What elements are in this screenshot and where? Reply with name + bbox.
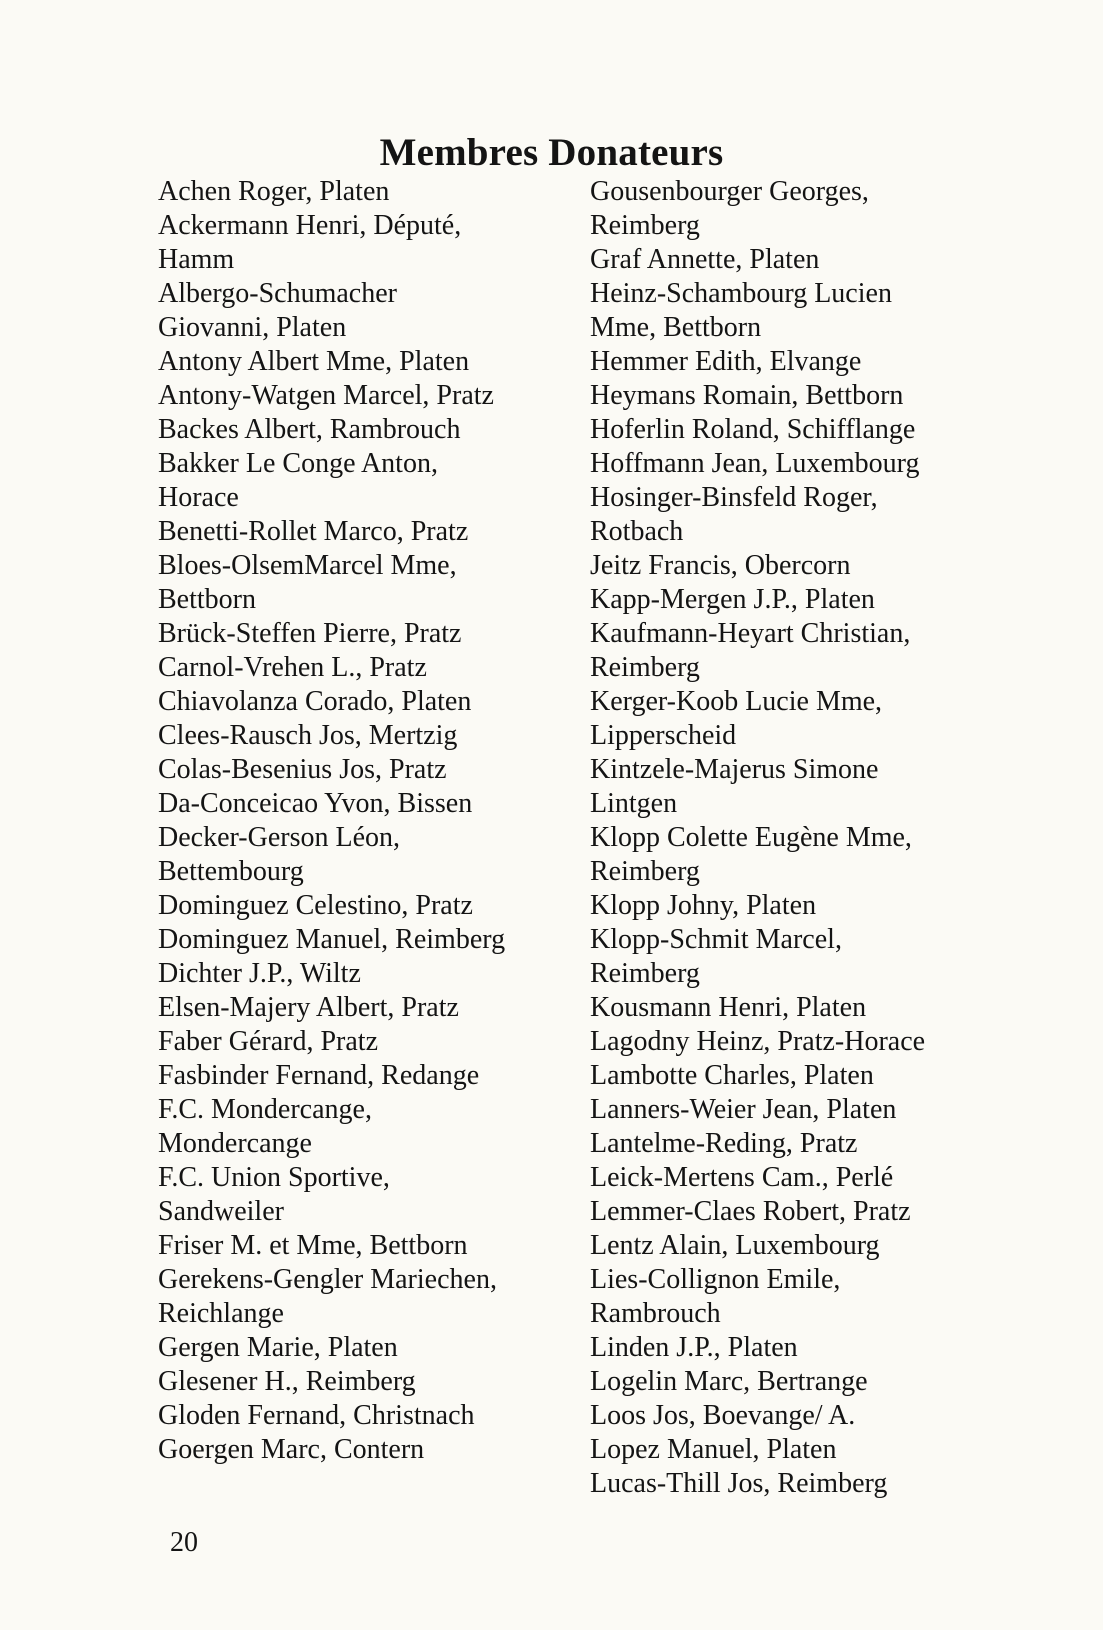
donor-line: Jeitz Francis, Obercorn — [590, 550, 851, 581]
page-number: 20 — [170, 1527, 198, 1558]
donor-line: Backes Albert, Rambrouch — [158, 414, 461, 445]
donor-line: Fasbinder Fernand, Redange — [158, 1060, 480, 1091]
donor-line: Hoffmann Jean, Luxembourg — [590, 448, 920, 479]
donor-line: Dominguez Manuel, Reimberg — [158, 924, 506, 955]
donor-line: Carnol-Vrehen L., Pratz — [158, 652, 427, 683]
donor-line: Chiavolanza Corado, Platen — [158, 686, 472, 717]
donor-line: Horace — [158, 482, 239, 513]
donor-line: Linden J.P., Platen — [590, 1332, 798, 1363]
donor-line: Reimberg — [590, 958, 700, 989]
donor-line: Da-Conceicao Yvon, Bissen — [158, 788, 473, 819]
donor-line: Brück-Steffen Pierre, Pratz — [158, 618, 462, 649]
donor-line: Hoferlin Roland, Schifflange — [590, 414, 916, 445]
donor-line: Lentz Alain, Luxembourg — [590, 1230, 880, 1261]
donor-line: Lopez Manuel, Platen — [590, 1434, 837, 1465]
donor-line: Lintgen — [590, 788, 678, 819]
donor-line: Lemmer-Claes Robert, Pratz — [590, 1196, 911, 1227]
donor-line: Benetti-Rollet Marco, Pratz — [158, 516, 469, 547]
donor-line: Sandweiler — [158, 1196, 284, 1227]
donor-line: Elsen-Majery Albert, Pratz — [158, 992, 459, 1023]
donor-line: Rotbach — [590, 516, 684, 547]
donor-line: Klopp-Schmit Marcel, — [590, 924, 842, 955]
donor-line: Mme, Bettborn — [590, 312, 762, 343]
donor-line: Antony Albert Mme, Platen — [158, 346, 470, 377]
donor-line: Clees-Rausch Jos, Mertzig — [158, 720, 458, 751]
donor-line: Giovanni, Platen — [158, 312, 347, 343]
donor-line: Bakker Le Conge Anton, — [158, 448, 438, 479]
donor-line: Antony-Watgen Marcel, Pratz — [158, 380, 494, 411]
donor-line: Glesener H., Reimberg — [158, 1366, 416, 1397]
donor-line: Lipperscheid — [590, 720, 737, 751]
donor-line: Reichlange — [158, 1298, 284, 1329]
donor-line: Reimberg — [590, 856, 700, 887]
donor-line: Lambotte Charles, Platen — [590, 1060, 874, 1091]
donor-line: Lantelme-Reding, Pratz — [590, 1128, 858, 1159]
donor-line: Goergen Marc, Contern — [158, 1434, 425, 1465]
donor-line: Graf Annette, Platen — [590, 244, 820, 275]
donor-line: Heymans Romain, Bettborn — [590, 380, 904, 411]
donor-line: Klopp Colette Eugène Mme, — [590, 822, 912, 853]
donor-line: Kintzele-Majerus Simone — [590, 754, 879, 785]
donor-line: Lucas-Thill Jos, Reimberg — [590, 1468, 888, 1499]
donor-line: Lagodny Heinz, Pratz-Horace — [590, 1026, 926, 1057]
donor-line: Kousmann Henri, Platen — [590, 992, 867, 1023]
donor-list-left — [158, 175, 558, 1467]
donor-line: Reimberg — [590, 210, 700, 241]
donor-line: Achen Roger, Platen — [158, 176, 390, 207]
donor-line: Logelin Marc, Bertrange — [590, 1366, 868, 1397]
donor-line: Leick-Mertens Cam., Perlé — [590, 1162, 894, 1193]
donor-line: Loos Jos, Boevange/ A. — [590, 1400, 856, 1431]
donor-line: Faber Gérard, Pratz — [158, 1026, 379, 1057]
donor-line: Colas-Besenius Jos, Pratz — [158, 754, 447, 785]
donor-line: Albergo-Schumacher — [158, 278, 397, 309]
donor-line: Heinz-Schambourg Lucien — [590, 278, 892, 309]
donor-line: Gousenbourger Georges, — [590, 176, 869, 207]
page-title: Membres Donateurs — [379, 131, 724, 175]
donor-line: Rambrouch — [590, 1298, 721, 1329]
donor-line: Friser M. et Mme, Bettborn — [158, 1230, 468, 1261]
donor-line: Bloes-OlsemMarcel Mme, — [158, 550, 457, 581]
donor-line: Gergen Marie, Platen — [158, 1332, 398, 1363]
donor-line: F.C. Mondercange, — [158, 1094, 372, 1125]
donor-line: Hamm — [158, 244, 235, 275]
donor-line: Kaufmann-Heyart Christian, — [590, 618, 911, 649]
donor-line: Kerger-Koob Lucie Mme, — [590, 686, 883, 717]
donor-line: Lanners-Weier Jean, Platen — [590, 1094, 897, 1125]
donor-line: Hemmer Edith, Elvange — [590, 346, 862, 377]
donor-line: Gerekens-Gengler Mariechen, — [158, 1264, 497, 1295]
donor-list-right — [590, 175, 990, 1501]
donor-line: Hosinger-Binsfeld Roger, — [590, 482, 878, 513]
donor-line: Ackermann Henri, Député, — [158, 210, 462, 241]
donor-line: Reimberg — [590, 652, 700, 683]
donor-line: Decker-Gerson Léon, — [158, 822, 400, 853]
donor-line: Klopp Johny, Platen — [590, 890, 817, 921]
donor-line: Dichter J.P., Wiltz — [158, 958, 361, 989]
donor-line: Gloden Fernand, Christnach — [158, 1400, 475, 1431]
donor-line: Mondercange — [158, 1128, 312, 1159]
donor-line: Lies-Collignon Emile, — [590, 1264, 841, 1295]
donor-line: F.C. Union Sportive, — [158, 1162, 390, 1193]
donor-line: Kapp-Mergen J.P., Platen — [590, 584, 875, 615]
donor-line: Dominguez Celestino, Pratz — [158, 890, 473, 921]
donor-line: Bettborn — [158, 584, 256, 615]
donor-line: Bettembourg — [158, 856, 304, 887]
